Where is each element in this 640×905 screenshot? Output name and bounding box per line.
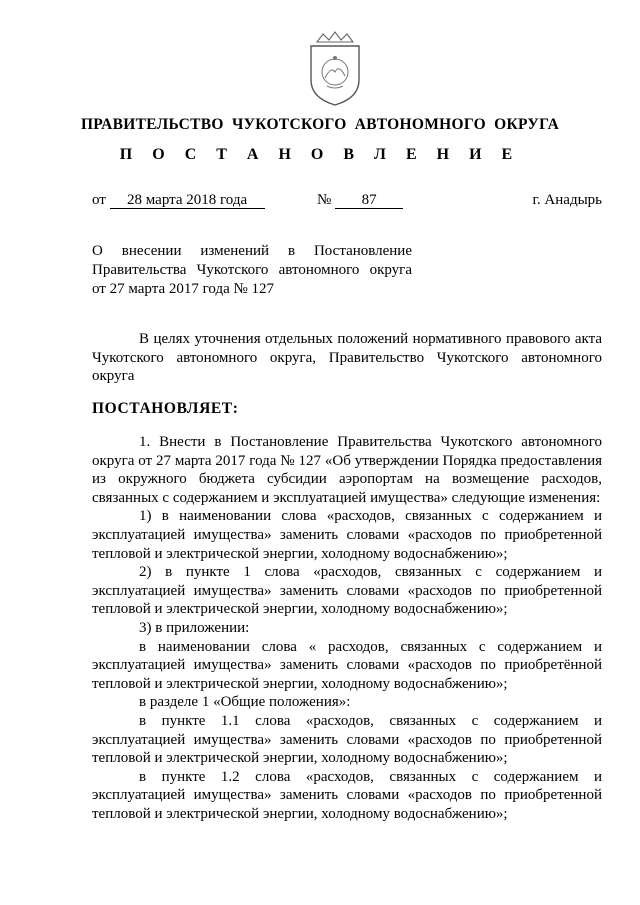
decree-item: 2) в пункте 1 слова «расходов, связанных с содержанием и эксплуатацией имущества» заменить словами «расходов по приобретенной тепловой и электрической энергии, холодному водоснабжению»; xyxy=(92,564,602,618)
date-value: 28 марта 2018 года xyxy=(110,193,265,209)
decree-item: 1. Внести в Постановление Правительства Чукотского автономного округа от 27 марта 2017 года № 127 «Об утверждении Порядка предоставления из окружного бюджета субсидии аэропортам на возмещение расходов, связанных с содержанием и эксплуатацией имущества» следующие изменения: xyxy=(92,434,602,506)
decree-item: в пункте 1.2 слова «расходов, связанных с содержанием и эксплуатацией имущества» заменить словами «расходов по приобретенной тепловой и электрической энергии, холодному водоснабжению»; xyxy=(92,768,602,822)
number-value: 87 xyxy=(335,193,403,209)
subject-line: О внесении изменений в Постановление xyxy=(92,243,412,259)
document-date xyxy=(92,192,265,209)
document-city: г. Анадырь xyxy=(532,192,602,208)
decree-item: 3) в приложении: xyxy=(139,619,250,636)
decree-item: в наименовании слова « расходов, связанных с содержанием и эксплуатацией имущества» заменить словами «расходов по приобретённой тепловой и электрической энергии, холодному водоснабжению»; xyxy=(92,638,602,692)
document-number xyxy=(317,192,403,209)
organization-title: ПРАВИТЕЛЬСТВО ЧУКОТСКОГО АВТОНОМНОГО ОКРУГА xyxy=(80,116,560,133)
date-label: от xyxy=(92,192,106,208)
coat-of-arms-icon xyxy=(305,28,365,108)
document-type-title: П О С Т А Н О В Л Е Н И Е xyxy=(119,146,521,163)
decree-item: в разделе 1 «Общие положения»: xyxy=(139,694,351,711)
intro-paragraph: В целях уточнения отдельных положений нормативного правового акта Чукотского автономного округа, Правительство Чукотского автономного округа xyxy=(92,331,602,385)
intro-section xyxy=(92,330,602,386)
decree-item: в пункте 1.1 слова «расходов, связанных с содержанием и эксплуатацией имущества» заменить словами «расходов по приобретенной тепловой и электрической энергии, холодному водоснабжению»; xyxy=(92,712,602,767)
document-subject xyxy=(92,242,412,299)
decree-heading: ПОСТАНОВЛЯЕТ: xyxy=(92,400,239,417)
decree-items xyxy=(92,433,602,823)
subject-line: Правительства Чукотского автономного округа xyxy=(92,262,412,278)
decree-item: 1) в наименовании слова «расходов, связанных с содержанием и эксплуатацией имущества» заменить словами «расходов по приобретенной тепловой и электрической энергии, холодному водоснабжению»; xyxy=(92,508,602,562)
number-label: № xyxy=(317,192,332,208)
subject-line: от 27 марта 2017 года № 127 xyxy=(92,281,275,297)
